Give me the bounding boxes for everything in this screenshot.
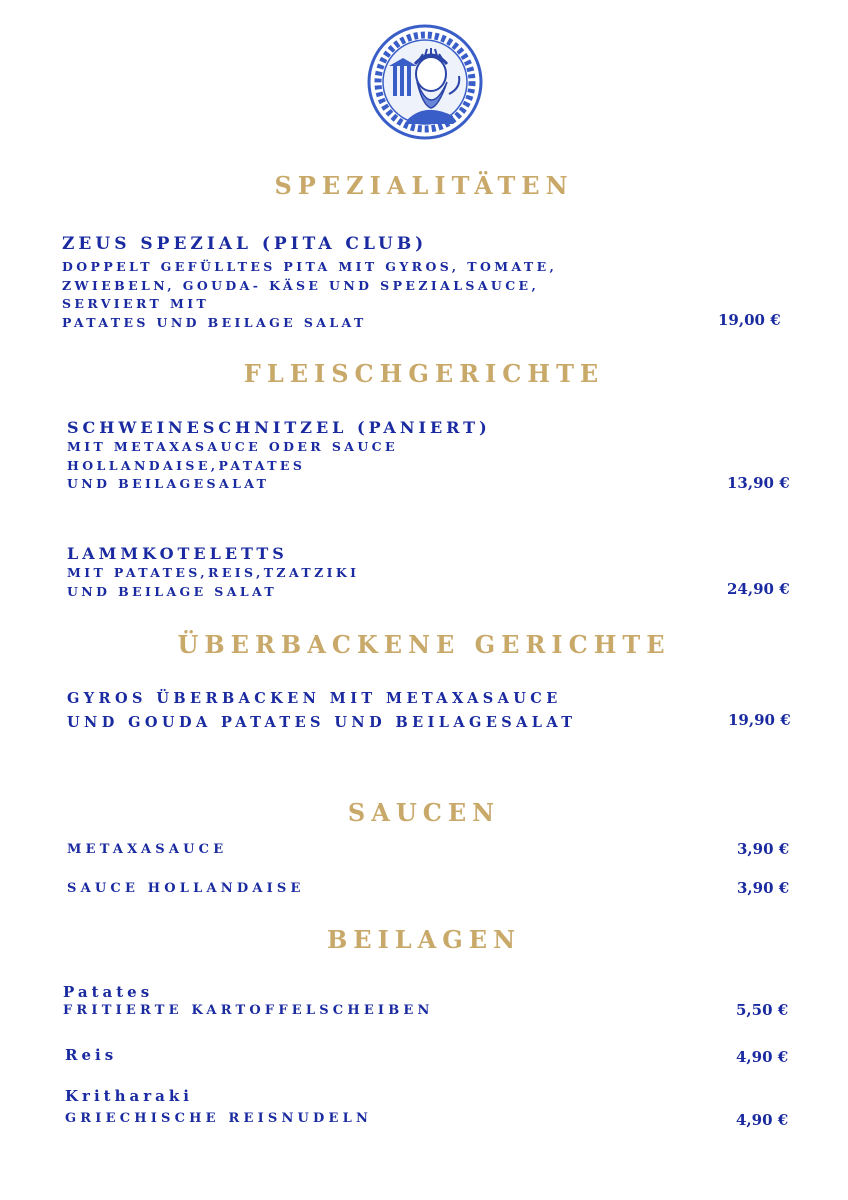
dish-title-schweineschnitzel: SCHWEINESCHNITZEL (PANIERT) — [67, 418, 491, 437]
section-heading-ueberbackene-gerichte: ÜBERBACKENE GERICHTE — [177, 630, 671, 659]
desc-line: DOPPELT GEFÜLLTES PITA MIT GYROS, TOMATE, — [62, 259, 558, 274]
dish-title-zeus-spezial: ZEUS SPEZIAL (PITA CLUB) — [62, 234, 428, 254]
desc-line: UND BEILAGESALAT — [67, 476, 270, 491]
dish-desc-gyros-line-2: UND GOUDA PATATES UND BEILAGESALAT — [67, 714, 577, 731]
zeus-head-logo-icon — [367, 24, 483, 140]
dish-desc-schweineschnitzel — [67, 438, 398, 494]
price-metaxasauce: 3,90 € — [737, 840, 790, 858]
desc-line: SERVIERT MIT — [62, 296, 210, 311]
section-heading-fleischgerichte: FLEISCHGERICHTE — [243, 359, 605, 388]
section-heading-saucen: SAUCEN — [347, 798, 501, 827]
price-gyros-ueberbacken: 19,90 € — [728, 711, 791, 729]
sauce-name-hollandaise: SAUCE HOLLANDAISE — [67, 881, 305, 896]
dish-desc-lammkoteletts — [67, 564, 359, 601]
desc-line: MIT PATATES,REIS,TZATZIKI — [67, 565, 360, 580]
desc-line: HOLLANDAISE,PATATES — [67, 457, 306, 473]
side-desc-kritharaki: GRIECHISCHE REISNUDELN — [65, 1111, 373, 1126]
price-kritharaki: 4,90 € — [736, 1111, 789, 1129]
section-heading-beilagen: BEILAGEN — [326, 925, 522, 954]
desc-line: UND BEILAGE SALAT — [67, 583, 278, 599]
price-lammkoteletts: 24,90 € — [727, 580, 790, 598]
price-sauce-hollandaise: 3,90 € — [737, 879, 790, 897]
side-title-patates: Patates — [63, 983, 154, 1001]
price-reis: 4,90 € — [736, 1048, 789, 1066]
desc-line: MIT METAXASAUCE ODER SAUCE — [67, 439, 398, 454]
desc-line: ZWIEBELN, GOUDA- KÄSE UND SPEZIALSAUCE, — [62, 277, 540, 293]
side-desc-patates: FRITIERTE KARTOFFELSCHEIBEN — [63, 1003, 434, 1018]
dish-desc-gyros-line-1: GYROS ÜBERBACKEN MIT METAXASAUCE — [67, 690, 562, 707]
sauce-name-metaxasauce: METAXASAUCE — [67, 842, 228, 857]
dish-desc-zeus-spezial — [62, 258, 557, 332]
section-heading-spezialitaeten: SPEZIALITÄTEN — [274, 171, 574, 200]
price-schweineschnitzel: 13,90 € — [727, 474, 790, 492]
desc-line: PATATES UND BEILAGE SALAT — [62, 314, 367, 330]
price-zeus-spezial: 19,00 € — [718, 311, 781, 329]
price-patates: 5,50 € — [736, 1001, 789, 1019]
side-title-reis: Reis — [65, 1046, 118, 1064]
dish-title-lammkoteletts: LAMMKOTELETTS — [67, 544, 288, 563]
side-title-kritharaki: Kritharaki — [65, 1087, 193, 1105]
